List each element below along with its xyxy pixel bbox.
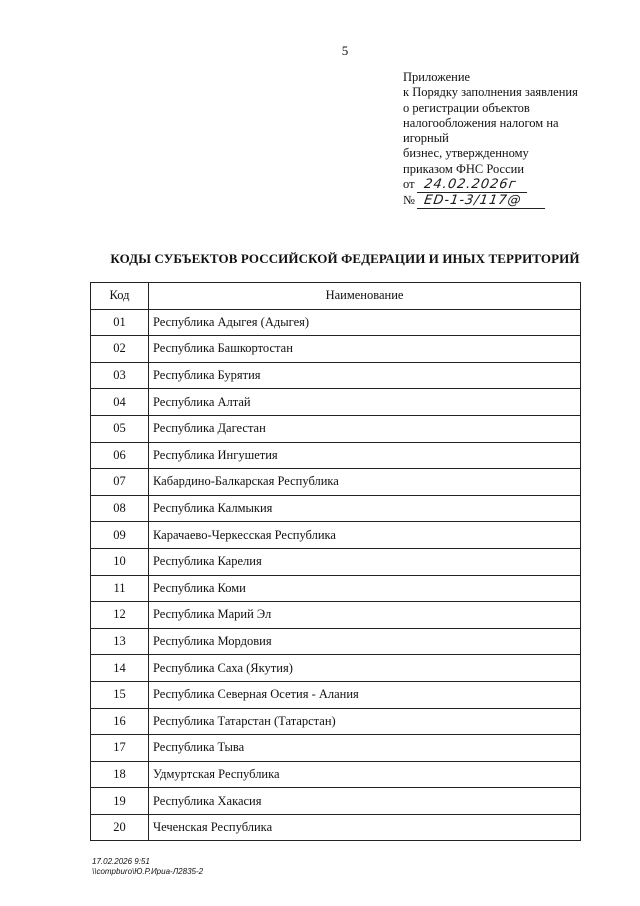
table-row bbox=[91, 761, 581, 788]
table-row bbox=[91, 495, 581, 522]
row-name: Республика Бурятия bbox=[149, 362, 581, 389]
row-name: Карачаево-Черкесская Республика bbox=[149, 522, 581, 549]
row-code: 05 bbox=[91, 415, 149, 442]
table-header-row bbox=[91, 283, 581, 310]
appendix-line: бизнес, утвержденному bbox=[403, 146, 529, 161]
footer-stamp bbox=[92, 857, 203, 877]
table-row bbox=[91, 442, 581, 469]
row-code: 07 bbox=[91, 469, 149, 496]
row-name: Республика Хакасия bbox=[149, 788, 581, 815]
row-code: 12 bbox=[91, 602, 149, 629]
table-row bbox=[91, 708, 581, 735]
table-row bbox=[91, 336, 581, 363]
table-row bbox=[91, 522, 581, 549]
table-row bbox=[91, 362, 581, 389]
footer-path: \\compburo\Ю.Р.Ириа-Л2835-2 bbox=[92, 867, 204, 876]
table-row bbox=[91, 788, 581, 815]
row-code: 08 bbox=[91, 495, 149, 522]
table-row bbox=[91, 602, 581, 629]
order-date-handwritten: 24.02.2026г bbox=[417, 178, 529, 193]
row-code: 13 bbox=[91, 628, 149, 655]
table-row bbox=[91, 575, 581, 602]
table-row bbox=[91, 415, 581, 442]
order-date-row bbox=[403, 177, 603, 193]
table-row bbox=[91, 655, 581, 682]
row-name: Республика Башкортостан bbox=[149, 336, 581, 363]
row-name: Республика Тыва bbox=[149, 735, 581, 762]
row-name: Республика Калмыкия bbox=[149, 495, 581, 522]
appendix-line: налогообложения налогом на bbox=[403, 115, 559, 130]
table-row bbox=[91, 548, 581, 575]
header-name: Наименование bbox=[149, 283, 581, 310]
appendix-line: приказом ФНС России bbox=[403, 161, 525, 176]
appendix-line: к Порядку заполнения заявления bbox=[403, 85, 578, 100]
table-row bbox=[91, 469, 581, 496]
table-row bbox=[91, 309, 581, 336]
row-name: Республика Татарстан (Татарстан) bbox=[149, 708, 581, 735]
appendix-block bbox=[403, 70, 603, 209]
table-row bbox=[91, 735, 581, 762]
row-code: 03 bbox=[91, 362, 149, 389]
row-name: Республика Дагестан bbox=[149, 415, 581, 442]
row-name: Республика Марий Эл bbox=[149, 602, 581, 629]
row-code: 19 bbox=[91, 788, 149, 815]
order-number-handwritten: ED-1-3/117@ bbox=[417, 194, 547, 209]
row-code: 06 bbox=[91, 442, 149, 469]
table-row bbox=[91, 628, 581, 655]
order-number-prefix: № bbox=[403, 193, 415, 208]
row-name: Республика Коми bbox=[149, 575, 581, 602]
row-code: 04 bbox=[91, 389, 149, 416]
row-name: Удмуртская Республика bbox=[149, 761, 581, 788]
row-code: 14 bbox=[91, 655, 149, 682]
footer-timestamp: 17.02.2026 9:51 bbox=[92, 857, 150, 866]
row-code: 09 bbox=[91, 522, 149, 549]
row-code: 18 bbox=[91, 761, 149, 788]
order-number-row bbox=[403, 193, 603, 209]
appendix-line: о регистрации объектов bbox=[403, 100, 530, 115]
row-code: 11 bbox=[91, 575, 149, 602]
row-name: Республика Карелия bbox=[149, 548, 581, 575]
region-codes-table bbox=[90, 282, 581, 841]
order-date-prefix: от bbox=[403, 177, 415, 192]
row-name: Чеченская Республика bbox=[149, 814, 581, 841]
row-name: Республика Саха (Якутия) bbox=[149, 655, 581, 682]
row-code: 01 bbox=[91, 309, 149, 336]
table-row bbox=[91, 681, 581, 708]
row-code: 17 bbox=[91, 735, 149, 762]
appendix-line: Приложение bbox=[403, 70, 471, 84]
row-name: Республика Северная Осетия - Алания bbox=[149, 681, 581, 708]
row-name: Кабардино-Балкарская Республика bbox=[149, 469, 581, 496]
row-name: Республика Ингушетия bbox=[149, 442, 581, 469]
row-name: Республика Алтай bbox=[149, 389, 581, 416]
appendix-line: игорный bbox=[403, 131, 449, 146]
row-code: 02 bbox=[91, 336, 149, 363]
table-row bbox=[91, 389, 581, 416]
header-code: Код bbox=[91, 283, 149, 310]
row-code: 20 bbox=[91, 814, 149, 841]
row-name: Республика Адыгея (Адыгея) bbox=[149, 309, 581, 336]
table-row bbox=[91, 814, 581, 841]
document-title: КОДЫ СУБЪЕКТОВ РОССИЙСКОЙ ФЕДЕРАЦИИ И ИНЫХ ТЕРРИТОРИЙ bbox=[110, 251, 580, 266]
row-code: 15 bbox=[91, 681, 149, 708]
row-code: 16 bbox=[91, 708, 149, 735]
row-name: Республика Мордовия bbox=[149, 628, 581, 655]
row-code: 10 bbox=[91, 548, 149, 575]
page-number: 5 bbox=[341, 43, 349, 58]
